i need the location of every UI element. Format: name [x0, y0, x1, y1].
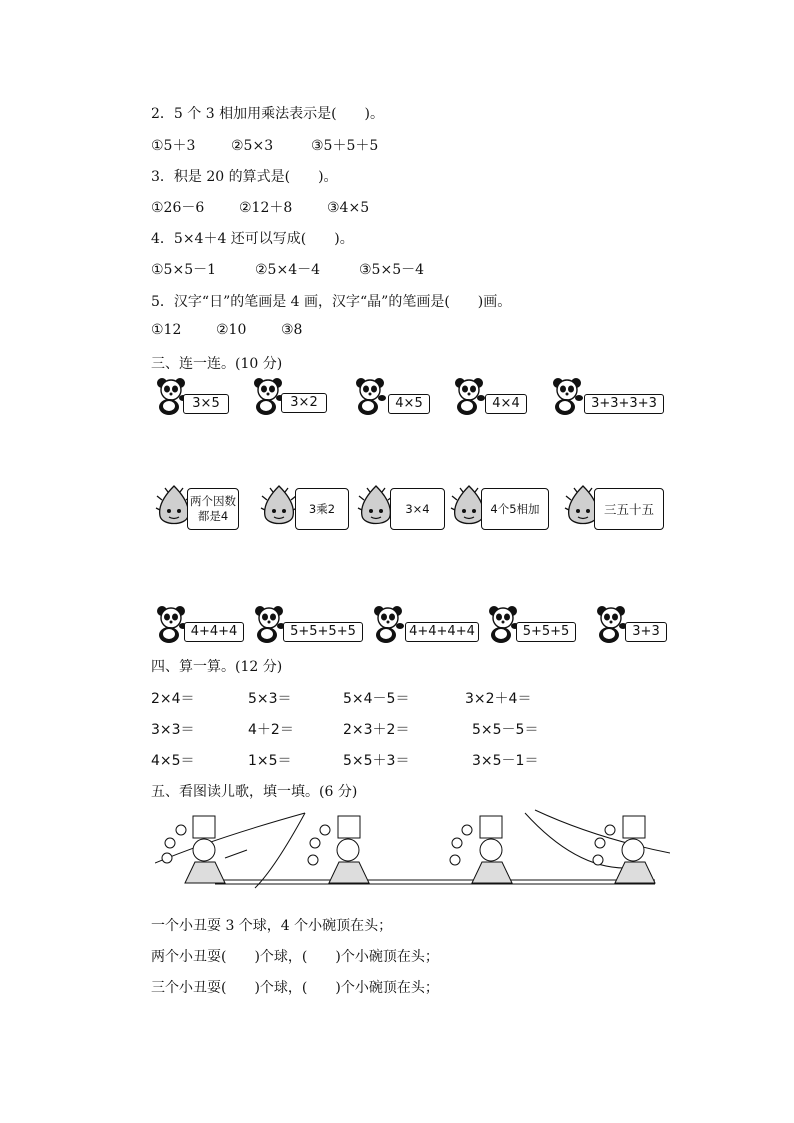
panda-label: 4+4+4 [184, 622, 244, 642]
panda-label: 5+5+5+5 [283, 622, 363, 642]
option[interactable]: ③4×5 [327, 200, 370, 216]
panda-label: 4+4+4+4 [405, 622, 479, 642]
rhyme-line: 两个小丑耍( )个球，( )个小碗顶在头； [151, 949, 439, 965]
question-4: 4．5×4＋4 还可以写成( )。 [151, 231, 354, 247]
panda-icon [595, 604, 629, 644]
calc-item: 3×2＋4＝ [465, 691, 532, 707]
option[interactable]: ③5×5－4 [359, 262, 425, 278]
option[interactable]: ①5＋3 [151, 138, 196, 154]
clown-icon [593, 816, 655, 883]
question-3-options [151, 197, 369, 217]
section-3-title: 三、连一连。(10 分) [151, 356, 283, 372]
calc-item: 5×3＝ [248, 691, 292, 707]
section-4-title: 四、算一算。(12 分) [151, 659, 283, 675]
option[interactable]: ②12＋8 [239, 200, 293, 216]
panda-label: 3+3 [625, 622, 667, 642]
option[interactable]: ①12 [151, 322, 182, 338]
panda-icon [372, 604, 406, 644]
clowns-illustration [155, 808, 670, 903]
calc-item: 2×3＋2＝ [343, 722, 410, 738]
fruit-label: 3乘2 [295, 488, 349, 530]
panda-label: 3+3+3+3 [584, 394, 664, 414]
option[interactable]: ③8 [281, 322, 303, 338]
panda-label: 3×5 [183, 394, 229, 414]
option[interactable]: ③5＋5＋5 [311, 138, 379, 154]
panda-label: 4×4 [485, 394, 527, 414]
panda-label: 5+5+5 [516, 622, 576, 642]
fruit-label: 两个因数都是4 [187, 488, 239, 530]
option[interactable]: ②5×3 [231, 138, 274, 154]
calc-item: 3×5－1＝ [472, 753, 539, 769]
option[interactable]: ②5×4－4 [255, 262, 321, 278]
calc-item: 5×5＋3＝ [343, 753, 410, 769]
calc-item: 4×5＝ [151, 753, 195, 769]
fruit-label: 三五十五 [594, 488, 664, 530]
calc-item: 1×5＝ [248, 753, 292, 769]
question-2: 2．5 个 3 相加用乘法表示是( )。 [151, 106, 384, 122]
calc-item: 5×4－5＝ [343, 691, 410, 707]
option[interactable]: ②10 [216, 322, 247, 338]
question-2-options [151, 135, 378, 155]
calc-item: 5×5－5＝ [472, 722, 539, 738]
option[interactable]: ①5×5－1 [151, 262, 217, 278]
option[interactable]: ①26－6 [151, 200, 205, 216]
fruit-label: 3×4 [390, 488, 445, 530]
section-5-title: 五、看图读儿歌，填一填。(6 分) [151, 784, 358, 800]
question-5: 5．汉字“日”的笔画是 4 画，汉字“晶”的笔画是( )画。 [151, 294, 512, 310]
dragon-fruit-icon [358, 484, 394, 530]
clown-icon [162, 816, 247, 883]
rhyme-line: 三个小丑耍( )个球，( )个小碗顶在头； [151, 980, 439, 996]
question-4-options [151, 259, 424, 279]
calc-item: 2×4＝ [151, 691, 195, 707]
rhyme-line: 一个小丑耍 3 个球，4 个小碗顶在头； [151, 918, 393, 934]
panda-icon [551, 376, 585, 416]
calc-item: 3×3＝ [151, 722, 195, 738]
panda-icon [253, 604, 287, 644]
calc-item: 4＋2＝ [248, 722, 294, 738]
question-3: 3．积是 20 的算式是( )。 [151, 169, 338, 185]
clown-icon [450, 816, 512, 883]
fruit-label: 4个5相加 [481, 488, 549, 530]
question-5-options [151, 322, 302, 338]
panda-label: 4×5 [388, 394, 430, 414]
clown-icon [308, 816, 369, 883]
panda-icon [354, 376, 388, 416]
dragon-fruit-icon [261, 484, 297, 530]
panda-label: 3×2 [281, 393, 327, 413]
panda-icon [453, 376, 487, 416]
